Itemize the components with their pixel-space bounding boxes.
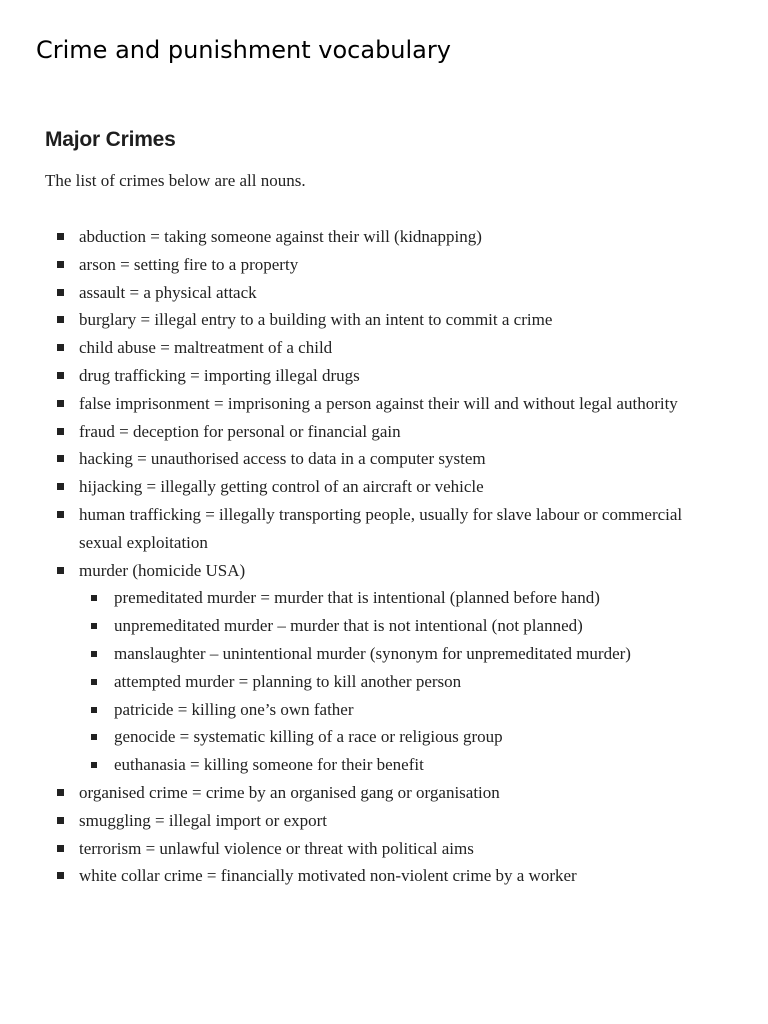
square-bullet-icon xyxy=(57,789,64,796)
list-item-text: child abuse = maltreatment of a child xyxy=(79,338,333,358)
list-item xyxy=(45,223,745,251)
sub-list-item-text: premeditated murder = murder that is intentional (planned before hand) xyxy=(114,588,600,608)
list-item-text: assault = a physical attack xyxy=(79,282,257,302)
square-bullet-icon xyxy=(57,817,64,824)
list-item-text: hijacking = illegally getting control of an aircraft or vehicle xyxy=(79,477,484,497)
list-item xyxy=(45,362,745,390)
list-item-murder xyxy=(45,557,745,779)
square-bullet-icon xyxy=(57,400,64,407)
list-item-text: organised crime = crime by an organised gang or organisation xyxy=(79,782,500,802)
sub-list-item-text: genocide = systematic killing of a race or religious group xyxy=(114,727,503,747)
list-item xyxy=(45,835,745,863)
square-bullet-icon xyxy=(91,762,97,768)
list-item-text: murder (homicide USA) xyxy=(79,560,246,580)
list-item xyxy=(45,501,745,557)
square-bullet-icon xyxy=(57,289,64,296)
square-bullet-icon xyxy=(57,344,64,351)
sub-list-item xyxy=(79,584,745,612)
sub-list-item xyxy=(79,612,745,640)
sub-list-item-text: attempted murder = planning to kill another person xyxy=(114,671,462,691)
section-heading: Major Crimes xyxy=(45,128,176,151)
square-bullet-icon xyxy=(91,595,97,601)
square-bullet-icon xyxy=(91,651,97,657)
sub-list-item xyxy=(79,696,745,724)
document-title: Crime and punishment vocabulary xyxy=(36,36,451,64)
sub-list-item xyxy=(79,751,745,779)
sub-list-item-text: unpremeditated murder – murder that is not intentional (not planned) xyxy=(114,616,583,636)
list-item-text: burglary = illegal entry to a building with an intent to commit a crime xyxy=(79,310,553,330)
square-bullet-icon xyxy=(91,734,97,740)
sub-list-item-text: euthanasia = killing someone for their benefit xyxy=(114,755,424,775)
list-item-text: false imprisonment = imprisoning a person against their will and without legal authority xyxy=(79,393,678,413)
square-bullet-icon xyxy=(91,679,97,685)
list-item-text: fraud = deception for personal or financial gain xyxy=(79,421,401,441)
list-item xyxy=(45,306,745,334)
list-item xyxy=(45,279,745,307)
sub-list-item-text: manslaughter – unintentional murder (synonym for unpremeditated murder) xyxy=(114,643,631,663)
square-bullet-icon xyxy=(57,455,64,462)
square-bullet-icon xyxy=(57,233,64,240)
murder-sub-list xyxy=(79,584,745,779)
list-item xyxy=(45,390,745,418)
square-bullet-icon xyxy=(57,483,64,490)
list-item-text: abduction = taking someone against their will (kidnapping) xyxy=(79,227,482,246)
square-bullet-icon xyxy=(57,872,64,879)
list-item-text: terrorism = unlawful violence or threat with political aims xyxy=(79,838,474,858)
square-bullet-icon xyxy=(57,372,64,379)
list-item xyxy=(45,807,745,835)
square-bullet-icon xyxy=(57,567,64,574)
list-item-text: arson = setting fire to a property xyxy=(79,254,299,274)
sub-list-item-text: patricide = killing one’s own father xyxy=(114,699,354,719)
square-bullet-icon xyxy=(91,623,97,629)
list-item-text: white collar crime = financially motivated non-violent crime by a worker xyxy=(79,866,577,886)
square-bullet-icon xyxy=(57,428,64,435)
major-crimes-section xyxy=(45,124,745,890)
square-bullet-icon xyxy=(57,845,64,852)
square-bullet-icon xyxy=(91,707,97,713)
list-item xyxy=(45,862,745,890)
list-item xyxy=(45,445,745,473)
sub-list-item xyxy=(79,668,745,696)
list-item xyxy=(45,418,745,446)
list-item xyxy=(45,473,745,501)
list-item xyxy=(45,251,745,279)
list-item-text: smuggling = illegal import or export xyxy=(79,810,328,830)
section-intro: The list of crimes below are all nouns. xyxy=(45,171,306,190)
square-bullet-icon xyxy=(57,511,64,518)
list-item xyxy=(45,779,745,807)
square-bullet-icon xyxy=(57,261,64,268)
list-item xyxy=(45,334,745,362)
list-item-text: drug trafficking = importing illegal drugs xyxy=(79,365,360,385)
crime-list xyxy=(45,223,745,890)
sub-list-item xyxy=(79,640,699,668)
list-item-text: hacking = unauthorised access to data in a computer system xyxy=(79,449,486,469)
list-item-text: human trafficking = illegally transporting people, usually for slave labour or commercial sexual exploitation xyxy=(79,504,683,552)
square-bullet-icon xyxy=(57,316,64,323)
sub-list-item xyxy=(79,723,745,751)
